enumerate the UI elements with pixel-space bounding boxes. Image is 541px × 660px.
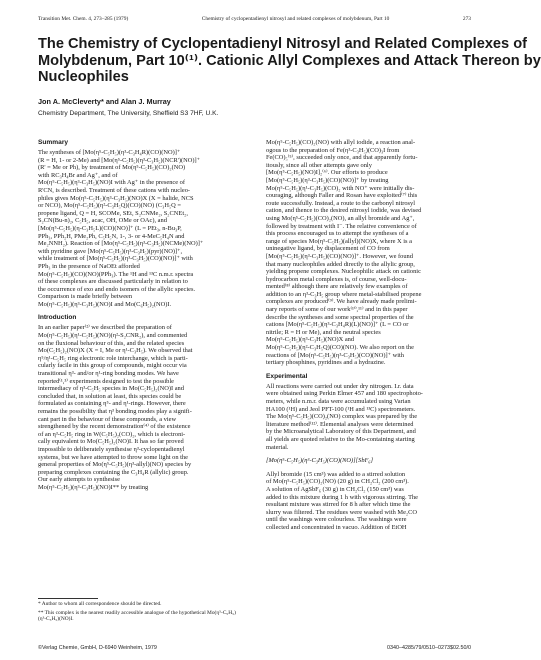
text-line: of Mo(η⁵-C₅H₅)(CO)₂(NO) (20 g) in CH₂Cl₂ (200 cm³). [266, 478, 409, 486]
text-line: S₂CN(Bu-n)₂, C₅H₅, acac, OH, OMe or OAc), and [38, 217, 167, 225]
text-line: Mo(η⁵-C₅H₅)(η²-C₃H₅Q)(CO)(NO). We also report on the [266, 344, 414, 352]
text-line: with pyridine gave [Mo(η⁵-C₅H₅)(η³-C₃H₅)(pyr)(NO)]⁺, [38, 247, 183, 255]
text-line: nitrile; R = H or Me), and the neutral species [266, 328, 381, 336]
text-line: PPh₃ in the presence of NaOEt afforded [38, 262, 140, 270]
text-line: cation, and thence to the desired nitrosyl iodide, was devised [266, 207, 422, 215]
title-line: Molybdenum, Part 10⁽¹⁾. Cationic Allyl Complexes and Attack Thereon by [38, 52, 541, 69]
title-line: Nucleophiles [38, 69, 129, 85]
affiliation: Chemistry Department, The University, Sheffield S3 7HF, U.K. [38, 110, 219, 117]
text-line: itously, since all other attempts gave only [266, 161, 372, 169]
text-line: HA100 (¹H) and Jeol PFT-100 (¹H and ¹³C) spectrometers. [266, 405, 416, 413]
summary-paragraph [38, 149, 238, 308]
text-line: cant part in the behaviour of these compounds, a view [38, 415, 177, 423]
text-line: reported⁽¹,³⁾ experiments designed to test the possible [38, 377, 174, 385]
text-line: collected and concentrated in vacuo. Addition of EtOH [266, 523, 407, 531]
text-line: meters, while n.m.r. data were accumulated using Varian [266, 398, 411, 405]
text-line: remains the possibility that η³ bonding modes play a signifi- [38, 408, 192, 415]
text-line: (R = H, 1- or 2-Me) and [Mo(η⁵-C₅H₅)(η³-C₃H₅)(NCR')(NO)]⁺ [38, 156, 201, 164]
text-line: or NCO), Mo(η⁵-C₅H₅)(η²-C₃H₅Q)(CO)(NO) (C₃H₅Q = [38, 202, 181, 210]
article-code: 0340–4285/79/0510–0273$02.50/0 [387, 645, 471, 651]
text-line: addition to an η³-C₃H₅ group where metal-stabilised propene [266, 290, 422, 298]
footnote: * Author to whom all correspondence should be directed. [38, 601, 162, 607]
synthesis-paragraph [266, 471, 466, 532]
footnote-rule [38, 598, 98, 599]
left-column [38, 139, 238, 498]
text-line: Comparison is made briefly between [38, 293, 133, 301]
compound-heading: [Mo(η⁵-C₅H₅)(η³-C₃H₅)(CO)(NO)][SbF₆] [266, 457, 374, 465]
summary-heading: Summary [38, 139, 69, 146]
text-line: reactions of [Mo(η⁵-C₅H₅)(η³-C₃H₅)(CO)(NO)]⁺ with [266, 351, 404, 359]
text-line: formulated as containing η⁵- and η¹-rings. However, there [38, 400, 186, 408]
text-line: Fe(CO)₅⁽⁵⁾, succeeded only once, and that apparently fortu- [266, 154, 418, 162]
text-line: [Mo(η⁵-C₅H₅)(η-C₃H₅L)(CO)(NO)]⁺ (L = PEt₃, n-Bu₃P, [38, 224, 182, 232]
introduction-paragraph [38, 324, 238, 491]
authors: Jon A. McCleverty* and Alan J. Murray [38, 97, 171, 106]
text-line: preparing complexes containing the C₃H₄R (allylic) group. [38, 468, 189, 476]
text-line: [Mo(η⁵-C₅H₅)(NO)I]₂⁽⁶⁾. Our efforts to produce [266, 169, 388, 177]
text-line: Mo(η⁵-C₅H₅)(η³-C₃H₅)(NO)I with Ag⁺ in the presence of [38, 179, 185, 187]
experimental-heading: Experimental [266, 372, 308, 380]
text-line: transitional η³- and/or η¹-ring bonding modes. We have [38, 370, 179, 378]
text-line: strengthened by the recent demonstration⁽⁴⁾ of the existence [38, 423, 191, 431]
text-line: intermediacy of η³-C₅H₅ species in Mo(C₅H₅)₂(NO)I and [38, 385, 184, 393]
text-line: The Mo(η⁵-C₅H₅)(CO)₂(NO) complex was prepared by the [266, 413, 418, 421]
text-line: followed by treatment with I⁻. The relative convenience of [266, 222, 417, 230]
copyright: ©Verlag Chemie, GmbH, D-6940 Weinheim, 1979 [38, 645, 157, 651]
text-line: tertiary phosphines, pyridines and a hydrazine. [266, 359, 386, 367]
text-line: on the fluxional behaviour of this, and the related species [38, 339, 185, 347]
text-line: describe the syntheses and some spectral properties of the [266, 313, 414, 321]
text-line: couraging, although Faller and Rosan have exploited⁽⁷⁾ this [266, 192, 418, 200]
text-line: mented⁽⁸⁾ although there are relatively few examples of [266, 283, 408, 291]
text-line: concluded that, in solution at least, this species could be [38, 392, 182, 400]
text-line: hydrocarbon metal complexes is, of course, well-docu- [266, 275, 407, 283]
text-line: nary reports of some of our work⁽¹⁰,¹¹⁾ and in this paper [266, 306, 408, 314]
text-line: Mo(C₅H₅)₂(NO)X (X = I, Me or η¹-C₃H₅). We observed that [38, 347, 193, 355]
running-title: Chemistry of cyclopentadienyl nitrosyl and related complexes of molybdenum, Part 10 [201, 16, 390, 22]
text-line: propene ligand, Q = H, SCOMe, SEt, S₂CNMe₂, S₂CNEt₂, [38, 209, 188, 217]
text-line: added to this mixture during 1 h with vigorous stirring. The [266, 493, 418, 501]
text-line: with RC₃H₄Br and Ag⁺, and of [38, 171, 118, 179]
text-line: Mo(η⁵-C₅H₅)(η³-C₃H₅)(NO)X and [266, 336, 355, 344]
text-line: yielding propene complexes. Nucleophilic attack on cationic [266, 268, 421, 276]
text-line: cations [Mo(η⁵-C₅H₅)(η³-C₃H₄R)(L)(NO)]⁺ (L = CO or [266, 321, 409, 329]
text-line: until the washings were colourless. The washings were [266, 516, 407, 524]
text-line: The syntheses of [Mo(η⁵-C₅H₅)(η³-C₃H₄R)(CO)(NO)]⁺ [38, 149, 181, 156]
text-line: Mo(η⁵-C₅H₅)(η³-C₃H₅)(NO)I** by treating [38, 483, 149, 491]
text-line: general properties of Mo(η⁵-C₅H₅)(η³-allyl)(NO) species by [38, 461, 192, 469]
text-line: material. [266, 443, 289, 451]
text-line: Mo(η⁵-C₅H₅)(η³-C₃H₅)(NO)I and Mo(C₆H₅)₂(NO)I. [38, 300, 172, 308]
text-line: Our early attempts to synthesise [38, 476, 120, 484]
title-line: The Chemistry of Cyclopentadienyl Nitrosyl and Related Complexes of [38, 36, 527, 52]
text-line: [Mo(η⁵-C₅H₅)(η³-C₃H₅)(CO)(NO)]⁺. However, we found [266, 252, 413, 260]
text-line: of these complexes are discussed particularly in relation to [38, 278, 188, 286]
page-footer [38, 645, 471, 652]
text-line: using Mo(η⁵-C₅H₅)(CO)₂(NO), an allyl bromide and Ag⁺, [266, 214, 415, 222]
text-line: Mo(η⁵-C₅H₅)(CO)₂(NO) with allyl iodide, a reaction anal- [266, 139, 416, 146]
right-column [266, 139, 466, 538]
text-line: ogous to the preparation of Fe(η³-C₃H₅)(CO)₃I from [266, 146, 400, 154]
text-line: literature method⁽¹²⁾. Elemental analyses were determined [266, 420, 414, 428]
text-line: cally equivalent to Mo(C₅H₅)₂(NO)I. It has so far proved [38, 438, 184, 446]
text-line: impossible to deliberately synthesise η³-cyclopentadienyl [38, 445, 185, 453]
text-line: Mo(η⁵-C₅H₅)(η¹-C₃H₅)(CO)₂ with NO⁺ were initially dis- [266, 184, 415, 192]
text-line: In an earlier paper⁽²⁾ we described the preparation of [38, 324, 172, 332]
text-line: Mo(η⁵-C₅H₅)(η¹-C₅H₅)(NO)(η²-S₂CNR₂), and commented [38, 332, 188, 340]
introduction-continued-paragraph [266, 139, 466, 367]
text-line: (R' = Me or Ph), by treatment of Mo(η⁵-C₅H₅)(CO)₂(NO) [38, 164, 186, 172]
experimental-paragraph [266, 383, 466, 451]
text-line: by the Microanalytical Laboratory of this Department, and [266, 428, 416, 436]
introduction-heading: Introduction [38, 314, 77, 322]
text-line: were obtained using Perkin Elmer 457 and 180 spectrophoto- [266, 390, 423, 398]
footnotes [38, 601, 243, 625]
running-head [38, 16, 471, 23]
text-line: A solution of AgSbF₆ (30 g) in CH₂Cl₂ (150 cm³) was [266, 485, 404, 493]
text-line: η⁵/η¹-C₅H₅ ring electronic role interchange, which is parti- [38, 354, 188, 362]
text-line: route successfully. Instead, a route to the carbonyl nitrosyl [266, 199, 416, 207]
text-line: the occurrence of exo and endo isomers of the allylic species. [38, 285, 196, 293]
text-line: uninegative ligand, by displacement of CO from [266, 245, 390, 253]
text-line: All reactions were carried out under dry nitrogen. I.r. data [266, 382, 414, 390]
journal-citation: Transition Met. Chem. 4, 273–285 (1979) [38, 16, 129, 22]
text-line: while treatment of [Mo(η⁵-C₅H₅)(η³-C₃H₅)(CO)(NO)]⁺ with [38, 255, 193, 263]
text-line: complexes are produced⁽⁹⁾. We have already made prelimi- [266, 298, 417, 306]
text-line: PPh₃, PPh₂H, PMe₂Ph, C₅H₅N, 1-, 3- or 4-MeC₅H₄N and [38, 232, 185, 240]
text-line: range of species Mo(η⁵-C₅H₅)(allyl)(NO)X, where X is a [266, 237, 412, 245]
text-line: Me₂NNH₂). Reaction of [Mo(η⁵-C₅H₅)(η³-C₃H₅)(NCMe)(NO)]⁺ [38, 240, 204, 248]
article-title [38, 36, 541, 86]
text-line: all yields are quoted relative to the Mo-containing starting [266, 435, 415, 443]
footnote: ** This complex is the nearest readily accessible analogue of the hypothetical Mo(η⁵-C₅H₅)(η³-C₅H₅)(NO)I. [38, 609, 236, 623]
text-line: resultant mixture was stirred for 8 h after which time the [266, 501, 411, 509]
text-line: that many nucleophiles added directly to the allylic group, [266, 260, 415, 268]
text-line: Mo(η⁵-C₅H₅)(CO)(NO)(PPh₃). The ¹H and ¹³C n.m.r. spectra [38, 270, 194, 278]
text-line: of an η³-C₅H₅ ring in W(C₅H₅)₂(CO)₂, which is electroni- [38, 430, 186, 438]
text-line: [Mo(η⁵-C₅H₅)(η³-C₃H₅)(CO)(NO)]⁺ by treating [266, 176, 389, 184]
text-line: systems, but we have attempted to throw some light on the [38, 453, 188, 461]
text-line: slurry was filtered. The residues were washed with Me₂CO [266, 508, 418, 516]
text-line: R'CN, is described. Treatment of these cations with nucleo- [38, 186, 191, 194]
text-line: philes gives Mo(η⁵-C₅H₅)(η³-C₃H₅)(NO)X (X = halide, NCS [38, 194, 194, 202]
text-line: this process encouraged us to attempt the syntheses of a [266, 230, 409, 238]
page-number: 273 [462, 16, 471, 22]
text-line: cularly facile in this group of compounds, might occur via [38, 362, 187, 370]
text-line: Allyl bromide (15 cm³) was added to a stirred solution [266, 470, 406, 478]
